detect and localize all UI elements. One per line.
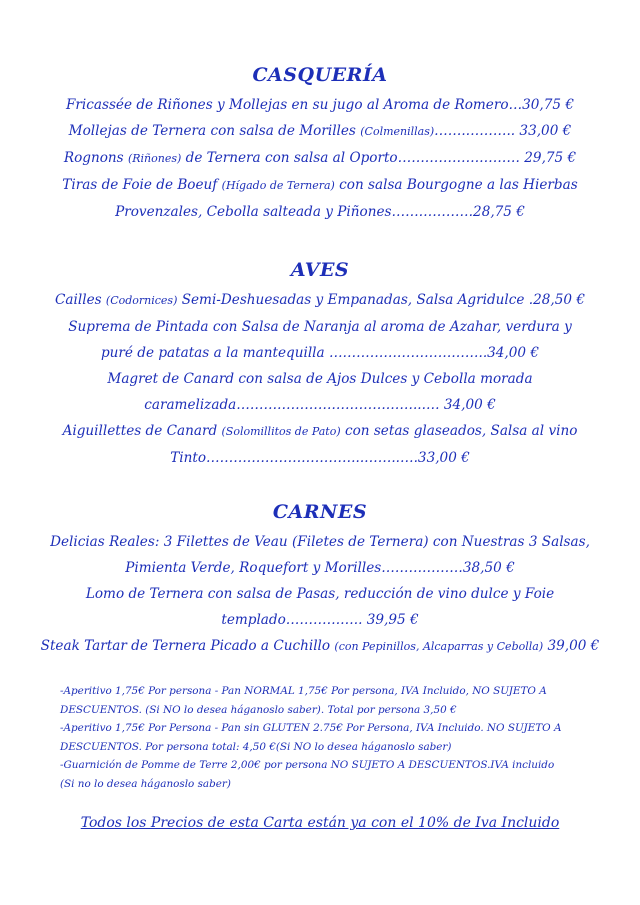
item-price: de Ternera con salsa al Oporto……………………… 29,75 € [181, 150, 577, 166]
notes-block [40, 682, 600, 793]
note-line: DESCUENTOS. Por persona total: 4,50 €(Si NO lo desea háganoslo saber) [60, 740, 452, 753]
menu-item-continuation: caramelizada…………………………………...… 34,00 € [144, 397, 496, 413]
menu-item: Lomo de Ternera con salsa de Pasas, reducción de vino dulce y Foie [85, 586, 555, 602]
menu-item [40, 118, 600, 145]
menu-item [40, 287, 600, 314]
item-note: (Colmenillas) [360, 125, 435, 138]
menu-item [40, 418, 600, 445]
item-text: Mollejas de Ternera con salsa de Morilles [68, 123, 361, 139]
section-title-aves: AVES [290, 259, 350, 281]
menu-item: Suprema de Pintada con Salsa de Naranja al aroma de Azahar, verdura y [68, 319, 572, 335]
menu-item-continuation: Tinto……………………………..……..….33,00 € [170, 450, 470, 466]
footer-price-note: Todos los Precios de esta Carta están ya con el 10% de Iva Incluido [80, 815, 560, 831]
menu-item-continuation: templado…………….. 39,95 € [221, 612, 419, 628]
item-note: (Solomillitos de Pato) [221, 425, 341, 438]
menu-item-continuation: Pimienta Verde, Roquefort y Morilles………………38,50 € [125, 560, 515, 576]
menu-item [40, 172, 600, 199]
item-text: Cailles [55, 292, 106, 308]
item-note: (Riñones) [127, 152, 182, 165]
menu-item-continuation: puré de patatas a la mantequilla ……………………………..34,00 € [100, 345, 540, 361]
item-text: Aiguillettes de Canard [62, 423, 222, 439]
section-title-carnes: CARNES [272, 501, 368, 523]
item-price: Semi-Deshuesadas y Empanadas, Salsa Agridulce .28,50 € [177, 292, 585, 308]
note-line: -Guarnición de Pomme de Terre 2,00€ por persona NO SUJETO A DESCUENTOS.IVA incluido [60, 759, 555, 771]
note-line: -Aperitivo 1,75€ Por persona - Pan NORMAL 1,75€ Por persona, IVA Incluido, NO SUJETO A [60, 685, 547, 697]
menu-item: Delicias Reales: 3 Filettes de Veau (Filetes de Ternera) con Nuestras 3 Salsas, [50, 534, 590, 550]
item-text: Rognons [63, 150, 128, 166]
note-line: DESCUENTOS. (Si NO lo desea háganoslo saber). Total por persona 3,50 € [60, 703, 457, 716]
item-price: 39,00 € [543, 638, 600, 654]
note-line: (Si no lo desea háganoslo saber) [60, 777, 231, 790]
item-text: con salsa Bourgogne a las Hierbas [334, 177, 578, 193]
item-price: …….……….. 33,00 € [434, 123, 572, 139]
note-line: -Aperitivo 1,75€ Por Persona - Pan sin GLUTEN 2.75€ Por Persona, IVA Incluido. NO SUJETO A [60, 722, 562, 734]
menu-item: Magret de Canard con salsa de Ajos Dulces y Cebolla morada [107, 371, 533, 387]
item-text: con setas glaseados, Salsa al vino [340, 423, 578, 439]
item-text: Tiras de Foie de Boeuf [62, 177, 222, 193]
item-note: (con Pepinillos, Alcaparras y Cebolla) [334, 640, 544, 653]
item-note: (Codornices) [105, 294, 178, 307]
menu-item: Fricassée de Riñones y Mollejas en su jugo al Aroma de Romero…30,75 € [65, 97, 575, 113]
item-note: (Hígado de Ternera) [221, 179, 335, 192]
menu-item-continuation: Provenzales, Cebolla salteada y Piñones………………28,75 € [115, 204, 525, 220]
section-title-casqueria: CASQUERÍA [252, 64, 388, 86]
item-text: Steak Tartar de Ternera Picado a Cuchillo [40, 638, 335, 654]
menu-item [40, 633, 600, 660]
menu-item [40, 145, 600, 172]
